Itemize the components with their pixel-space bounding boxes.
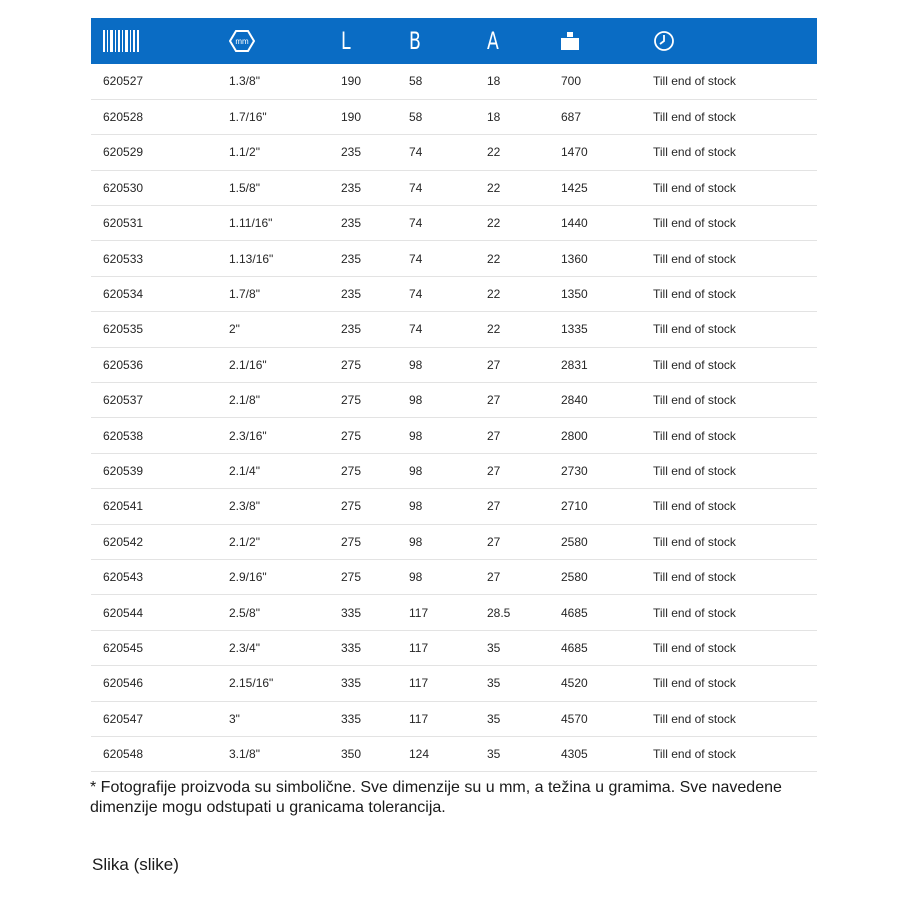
article-number-cell: 620541	[103, 499, 144, 514]
weight-cell: 4520	[561, 676, 588, 691]
weight-cell: 1360	[561, 251, 588, 266]
width-cell: 98	[409, 534, 423, 549]
length-cell: 275	[341, 499, 362, 514]
article-number-cell: 620533	[103, 251, 144, 266]
availability-cell: Till end of stock	[653, 428, 736, 443]
table-row	[91, 489, 817, 524]
table-row	[91, 170, 817, 205]
size-cell: 2.3/4"	[229, 640, 260, 655]
size-cell: 2.5/8"	[229, 605, 260, 620]
length-cell: 190	[341, 110, 362, 125]
header-thickness	[475, 18, 549, 64]
availability-cell: Till end of stock	[653, 251, 736, 266]
size-cell: 2.1/8"	[229, 393, 260, 408]
table-row	[91, 524, 817, 559]
table-row	[91, 595, 817, 630]
article-number-cell: 620538	[103, 428, 144, 443]
weight-cell: 2580	[561, 534, 588, 549]
length-cell: 275	[341, 393, 362, 408]
header-thickness-label: A	[487, 26, 499, 55]
weight-cell: 2580	[561, 570, 588, 585]
size-cell: 2.1/2"	[229, 534, 260, 549]
article-number-cell: 620539	[103, 463, 144, 478]
table-row	[91, 64, 817, 99]
availability-cell: Till end of stock	[653, 74, 736, 89]
width-cell: 98	[409, 357, 423, 372]
weight-cell: 4570	[561, 711, 588, 726]
article-number-cell: 620542	[103, 534, 144, 549]
availability-cell: Till end of stock	[653, 676, 736, 691]
availability-cell: Till end of stock	[653, 747, 736, 762]
footnote: * Fotografije proizvoda su simbolične. Sve dimenzije su u mm, a težina u gramima. Sve navedene dimenzije mogu odstupati u granicama tolerancija.	[90, 779, 782, 816]
availability-cell: Till end of stock	[653, 322, 736, 337]
weight-cell: 700	[561, 74, 582, 89]
width-cell: 98	[409, 570, 423, 585]
width-cell: 117	[409, 605, 429, 620]
thickness-cell: 22	[487, 216, 501, 231]
weight-cell: 2831	[561, 357, 588, 372]
availability-cell: Till end of stock	[653, 110, 736, 125]
availability-cell: Till end of stock	[653, 499, 736, 514]
weight-cell: 1425	[561, 180, 588, 195]
length-cell: 235	[341, 251, 362, 266]
article-number-cell: 620544	[103, 605, 144, 620]
size-cell: 2.3/8"	[229, 499, 260, 514]
hex-nut-mm-icon	[229, 30, 329, 52]
length-cell: 335	[341, 676, 362, 691]
width-cell: 98	[409, 463, 423, 478]
availability-cell: Till end of stock	[653, 216, 736, 231]
spec-table	[91, 18, 817, 772]
spec-table-header	[91, 18, 817, 64]
size-cell: 2.9/16"	[229, 570, 267, 585]
thickness-cell: 35	[487, 711, 501, 726]
size-cell: 3"	[229, 711, 240, 726]
availability-cell: Till end of stock	[653, 570, 736, 585]
weight-cell: 2840	[561, 393, 588, 408]
weight-cell: 687	[561, 110, 582, 125]
width-cell: 58	[409, 110, 423, 125]
length-cell: 350	[341, 747, 362, 762]
size-cell: 2"	[229, 322, 240, 337]
article-number-cell: 620535	[103, 322, 144, 337]
thickness-cell: 22	[487, 287, 501, 302]
table-row	[91, 135, 817, 170]
weight-icon	[561, 32, 641, 50]
width-cell: 98	[409, 499, 423, 514]
thickness-cell: 27	[487, 463, 501, 478]
availability-cell: Till end of stock	[653, 605, 736, 620]
availability-cell: Till end of stock	[653, 357, 736, 372]
length-cell: 335	[341, 640, 362, 655]
width-cell: 74	[409, 322, 423, 337]
thickness-cell: 27	[487, 570, 501, 585]
length-cell: 235	[341, 180, 362, 195]
width-cell: 74	[409, 145, 423, 160]
size-icon-text: mm	[235, 37, 249, 46]
header-width-label: B	[409, 26, 421, 55]
length-cell: 235	[341, 216, 362, 231]
weight-cell: 1440	[561, 216, 588, 231]
table-row	[91, 666, 817, 701]
article-number-cell: 620529	[103, 145, 144, 160]
availability-cell: Till end of stock	[653, 534, 736, 549]
article-number-cell: 620536	[103, 357, 144, 372]
weight-cell: 1335	[561, 322, 588, 337]
header-length	[329, 18, 397, 64]
size-cell: 2.1/4"	[229, 463, 260, 478]
length-cell: 335	[341, 711, 362, 726]
thickness-cell: 35	[487, 640, 501, 655]
size-cell: 1.7/16"	[229, 110, 267, 125]
header-article-number	[91, 18, 217, 64]
header-size	[217, 18, 329, 64]
article-number-cell: 620546	[103, 676, 144, 691]
width-cell: 117	[409, 676, 429, 691]
availability-cell: Till end of stock	[653, 393, 736, 408]
spec-table-body	[91, 64, 817, 772]
weight-cell: 2800	[561, 428, 588, 443]
width-cell: 58	[409, 74, 423, 89]
availability-cell: Till end of stock	[653, 145, 736, 160]
weight-cell: 2710	[561, 499, 588, 514]
article-number-cell: 620528	[103, 110, 144, 125]
length-cell: 190	[341, 74, 362, 89]
width-cell: 98	[409, 393, 423, 408]
thickness-cell: 35	[487, 676, 501, 691]
table-row	[91, 241, 817, 276]
width-cell: 117	[409, 711, 429, 726]
availability-cell: Till end of stock	[653, 180, 736, 195]
width-cell: 74	[409, 216, 423, 231]
article-number-cell: 620530	[103, 180, 144, 195]
images-caption: Slika (slike)	[92, 855, 179, 874]
article-number-cell: 620543	[103, 570, 144, 585]
article-number-cell: 620548	[103, 747, 144, 762]
thickness-cell: 27	[487, 428, 501, 443]
thickness-cell: 27	[487, 534, 501, 549]
size-cell: 2.3/16"	[229, 428, 267, 443]
thickness-cell: 18	[487, 74, 501, 89]
thickness-cell: 27	[487, 499, 501, 514]
table-row	[91, 559, 817, 594]
length-cell: 335	[341, 605, 362, 620]
article-number-cell: 620534	[103, 287, 144, 302]
width-cell: 74	[409, 180, 423, 195]
size-cell: 1.7/8"	[229, 287, 260, 302]
width-cell: 117	[409, 640, 429, 655]
table-row	[91, 701, 817, 736]
table-row	[91, 383, 817, 418]
width-cell: 98	[409, 428, 423, 443]
weight-cell: 4685	[561, 605, 588, 620]
thickness-cell: 22	[487, 251, 501, 266]
length-cell: 275	[341, 463, 362, 478]
header-length-label: L	[341, 26, 351, 55]
availability-cell: Till end of stock	[653, 287, 736, 302]
size-cell: 1.13/16"	[229, 251, 274, 266]
availability-cell: Till end of stock	[653, 463, 736, 478]
length-cell: 275	[341, 534, 362, 549]
table-row	[91, 418, 817, 453]
length-cell: 235	[341, 322, 362, 337]
thickness-cell: 22	[487, 145, 501, 160]
thickness-cell: 28.5	[487, 605, 511, 620]
length-cell: 235	[341, 287, 362, 302]
length-cell: 235	[341, 145, 362, 160]
thickness-cell: 35	[487, 747, 501, 762]
header-width	[397, 18, 475, 64]
table-row	[91, 630, 817, 665]
size-cell: 1.1/2"	[229, 145, 260, 160]
article-number-cell: 620545	[103, 640, 144, 655]
weight-cell: 2730	[561, 463, 588, 478]
thickness-cell: 22	[487, 322, 501, 337]
header-row	[91, 18, 817, 64]
thickness-cell: 27	[487, 393, 501, 408]
weight-cell: 4305	[561, 747, 588, 762]
size-cell: 1.3/8"	[229, 74, 260, 89]
size-cell: 3.1/8"	[229, 747, 260, 762]
table-row	[91, 347, 817, 382]
table-row	[91, 206, 817, 241]
thickness-cell: 22	[487, 180, 501, 195]
header-availability	[641, 18, 817, 64]
availability-cell: Till end of stock	[653, 640, 736, 655]
header-weight	[549, 18, 641, 64]
size-cell: 2.15/16"	[229, 676, 274, 691]
barcode-icon	[103, 30, 217, 52]
size-cell: 1.5/8"	[229, 180, 260, 195]
size-cell: 1.11/16"	[229, 216, 273, 231]
thickness-cell: 27	[487, 357, 501, 372]
length-cell: 275	[341, 357, 362, 372]
article-number-cell: 620547	[103, 711, 144, 726]
width-cell: 124	[409, 747, 430, 762]
availability-cell: Till end of stock	[653, 711, 736, 726]
table-row	[91, 736, 817, 771]
article-number-cell: 620531	[103, 216, 144, 231]
weight-cell: 1470	[561, 145, 588, 160]
table-row	[91, 312, 817, 347]
table-row	[91, 453, 817, 488]
clock-icon	[653, 30, 817, 52]
weight-cell: 1350	[561, 287, 588, 302]
weight-cell: 4685	[561, 640, 588, 655]
width-cell: 74	[409, 287, 423, 302]
thickness-cell: 18	[487, 110, 501, 125]
width-cell: 74	[409, 251, 423, 266]
article-number-cell: 620527	[103, 74, 144, 89]
size-cell: 2.1/16"	[229, 357, 267, 372]
length-cell: 275	[341, 428, 362, 443]
table-row	[91, 276, 817, 311]
article-number-cell: 620537	[103, 393, 144, 408]
length-cell: 275	[341, 570, 362, 585]
table-row	[91, 99, 817, 134]
